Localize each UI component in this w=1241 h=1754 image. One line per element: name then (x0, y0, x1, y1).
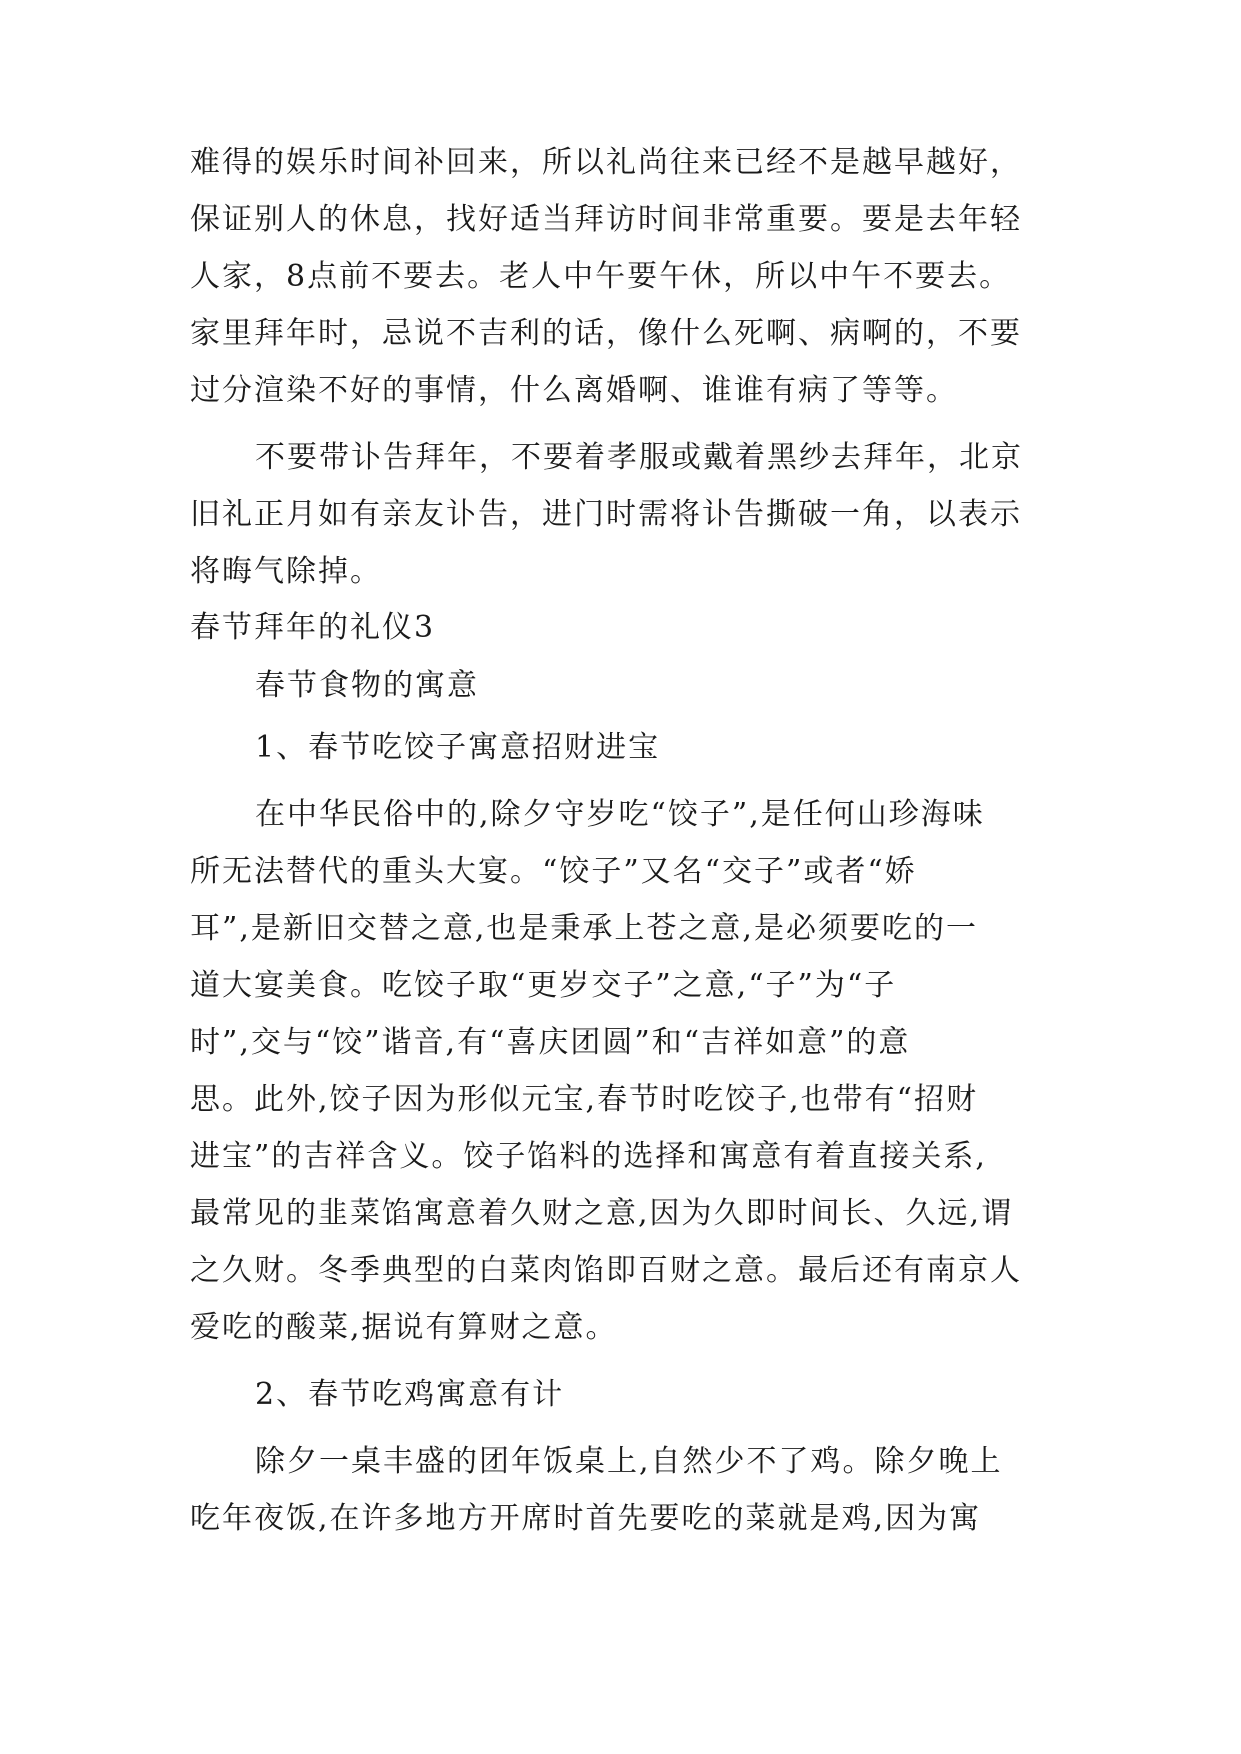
paragraph-line: 除夕一桌丰盛的团年饭桌上,自然少不了鸡。除夕晚上 (255, 1444, 1003, 1479)
paragraph-line: 难得的娱乐时间补回来，所以礼尚往来已经不是越早越好， (190, 145, 1022, 180)
paragraph-line: 吃年夜饭,在许多地方开席时首先要吃的菜就是鸡,因为寓 (190, 1501, 982, 1536)
paragraph-line: 保证别人的休息，找好适当拜访时间非常重要。要是去年轻 (190, 202, 1022, 237)
paragraph-line: 旧礼正月如有亲友讣告，进门时需将讣告撕破一角，以表示 (190, 497, 1022, 532)
section-subtitle: 春节食物的寓意 (255, 668, 479, 703)
paragraph-line: 家里拜年时，忌说不吉利的话，像什么死啊、病啊的，不要 (190, 316, 1022, 351)
section-title: 春节拜年的礼仪3 (190, 610, 436, 645)
paragraph-line: 在中华民俗中的,除夕守岁吃“饺子”,是任何山珍海味 (255, 797, 985, 832)
paragraph-line: 最常见的韭菜馅寓意着久财之意,因为久即时间长、久远,谓 (190, 1196, 1014, 1231)
paragraph-line: 之久财。冬季典型的白菜肉馅即百财之意。最后还有南京人 (190, 1253, 1022, 1288)
paragraph-line: 所无法替代的重头大宴。“饺子”又名“交子”或者“娇 (190, 854, 917, 889)
paragraph-line: 耳”,是新旧交替之意,也是秉承上苍之意,是必须要吃的一 (190, 911, 978, 946)
item-heading-chicken: 2、春节吃鸡寓意有计 (255, 1377, 565, 1412)
paragraph-line: 过分渲染不好的事情，什么离婚啊、谁谁有病了等等。 (190, 373, 958, 408)
paragraph-line: 爱吃的酸菜,据说有算财之意。 (190, 1310, 618, 1345)
paragraph-line: 人家，8点前不要去。老人中午要午休，所以中午不要去。 (190, 259, 1012, 294)
paragraph-line: 思。此外,饺子因为形似元宝,春节时吃饺子,也带有“招财 (190, 1082, 978, 1117)
paragraph-line: 时”,交与“饺”谐音,有“喜庆团圆”和“吉祥如意”的意 (190, 1025, 911, 1060)
paragraph-line: 将晦气除掉。 (190, 554, 382, 589)
paragraph-line: 进宝”的吉祥含义。饺子馅料的选择和寓意有着直接关系, (190, 1139, 987, 1174)
item-heading-dumplings: 1、春节吃饺子寓意招财进宝 (255, 730, 661, 765)
paragraph-line: 不要带讣告拜年，不要着孝服或戴着黑纱去拜年，北京 (255, 440, 1023, 475)
paragraph-line: 道大宴美食。吃饺子取“更岁交子”之意,“子”为“子 (190, 968, 897, 1003)
